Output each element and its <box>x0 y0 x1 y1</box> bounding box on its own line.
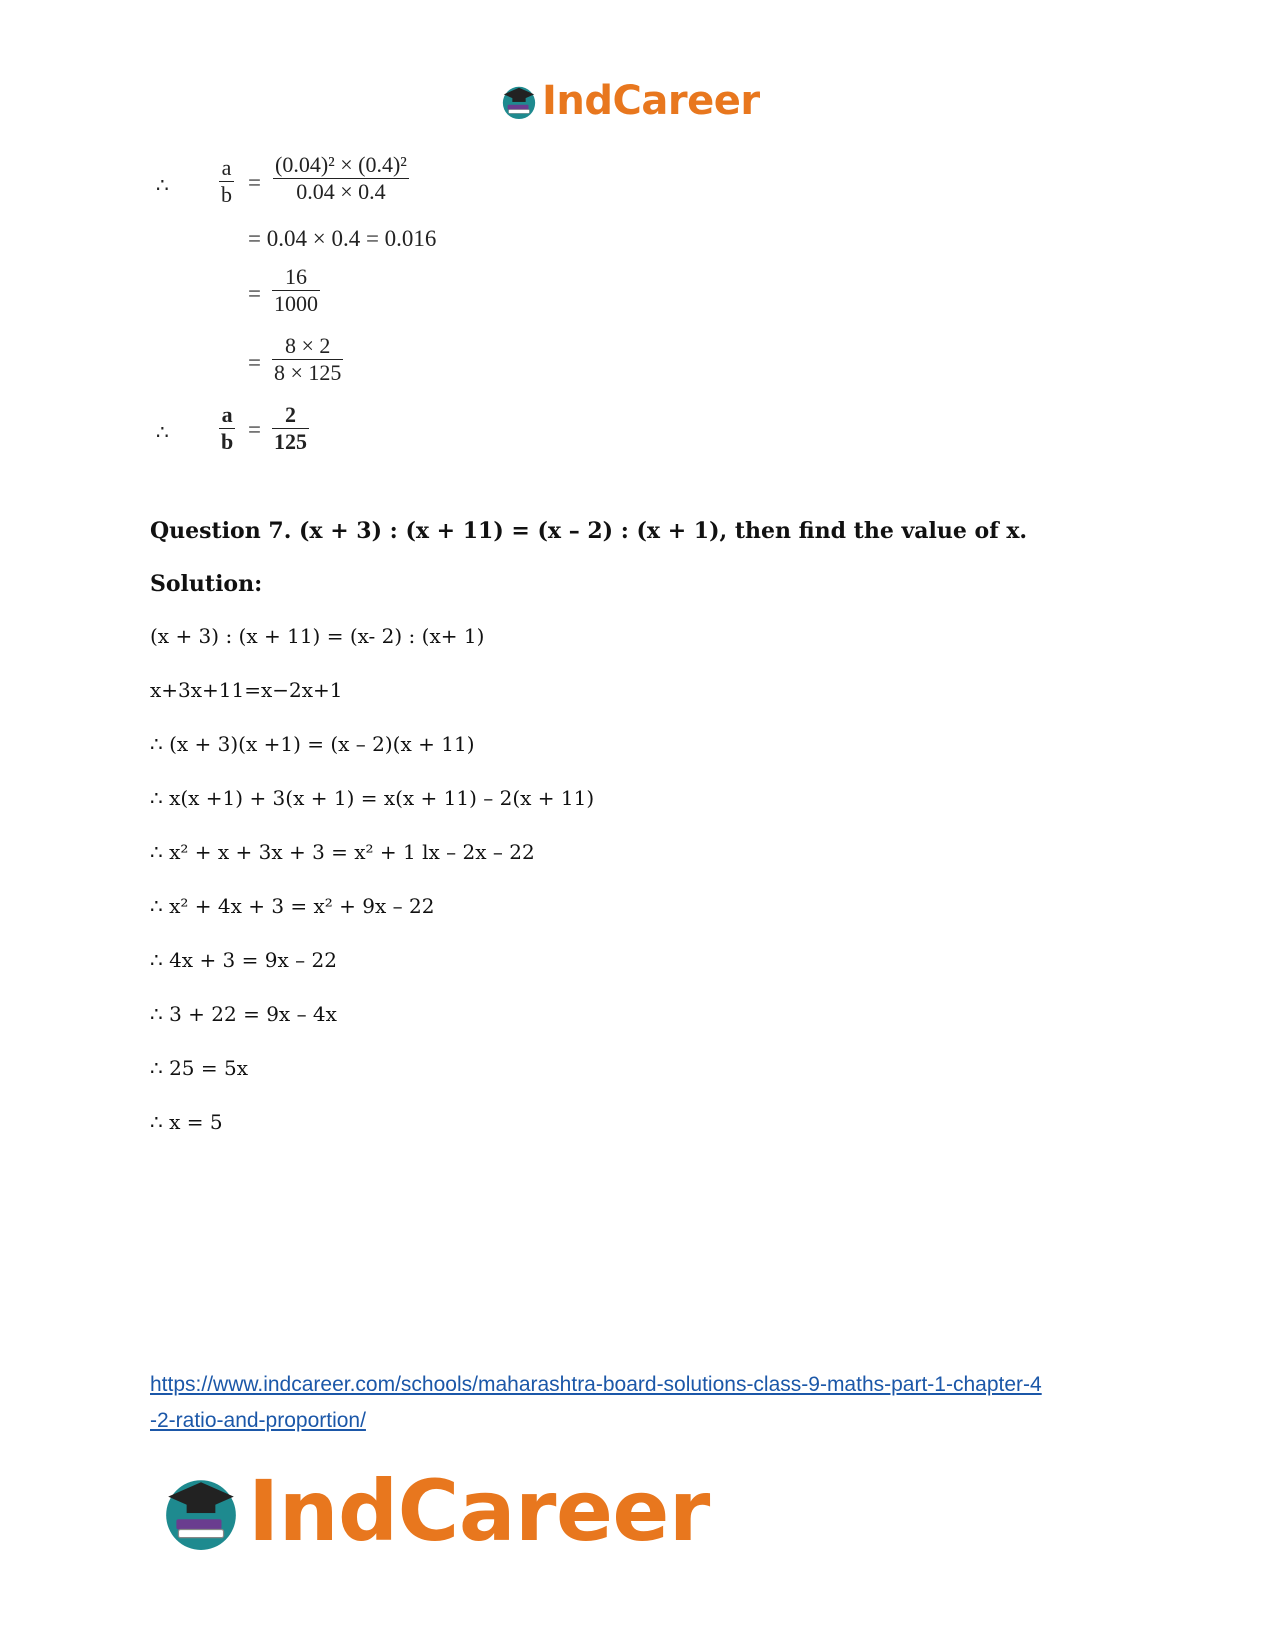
question-title: Question 7. (x + 3) : (x + 11) = (x – 2) : (x + 1), then find the value of x. <box>150 518 1028 544</box>
graduation-cap-logo-icon <box>160 1470 242 1552</box>
math-line-2: = 0.04 × 0.4 = 0.016 <box>248 226 437 251</box>
solution-step: ∴ x(x +1) + 3(x + 1) = x(x + 11) – 2(x + 11) <box>150 786 595 810</box>
fraction-2-over-125: $\frac{2}{125}$ <box>274 402 307 454</box>
solution-step: ∴ x² + 4x + 3 = x² + 9x – 22 <box>150 894 435 918</box>
equals-sign: = <box>248 281 261 306</box>
solution-step: ∴ 4x + 3 = 9x – 22 <box>150 948 337 972</box>
fraction-a-over-b-final: $\frac{a}{b}$ <box>221 402 234 454</box>
fraction-line1-rhs: $\frac{\text{(0.04)² × (0.4)²}}{0.04 \times 0.4}$ <box>275 152 407 204</box>
fraction-16-over-1000: $\frac{16}{1000}$ <box>274 264 318 316</box>
solution-step: ∴ 25 = 5x <box>150 1056 249 1080</box>
solution-step: ∴ x = 5 <box>150 1110 223 1134</box>
source-link-line-1[interactable]: https://www.indcareer.com/schools/maharashtra-board-solutions-class-9-maths-part-1-chapter-4 <box>150 1373 1042 1396</box>
graduation-cap-logo-icon <box>500 82 538 120</box>
therefore-symbol: ∴ <box>156 173 169 197</box>
fraction-a-over-b: $\frac{a}{b}$ <box>221 155 232 207</box>
equals-sign: = <box>248 350 261 375</box>
logo-text: IndCareer <box>542 78 760 124</box>
solution-step: (x + 3) : (x + 11) = (x- 2) : (x+ 1) <box>150 624 485 648</box>
footer-logo <box>160 1462 710 1560</box>
solution-step: ∴ 3 + 22 = 9x – 4x <box>150 1002 337 1026</box>
solution-step: x+3x+11=x−2x+1 <box>150 678 343 702</box>
therefore-symbol: ∴ <box>156 420 169 444</box>
logo-text: IndCareer <box>248 1462 710 1560</box>
equals-sign: = <box>248 417 261 442</box>
source-link-line-2[interactable]: -2-ratio-and-proportion/ <box>150 1409 366 1432</box>
solution-label: Solution: <box>150 571 263 597</box>
header-logo <box>500 78 760 124</box>
fraction-8x2-over-8x125: $\frac{8 \times 2}{8 \times 125}$ <box>274 333 342 385</box>
solution-step: ∴ x² + x + 3x + 3 = x² + 1 lx – 2x – 22 <box>150 840 535 864</box>
equals-sign: = <box>248 170 261 195</box>
solution-step: ∴ (x + 3)(x +1) = (x – 2)(x + 11) <box>150 732 475 756</box>
